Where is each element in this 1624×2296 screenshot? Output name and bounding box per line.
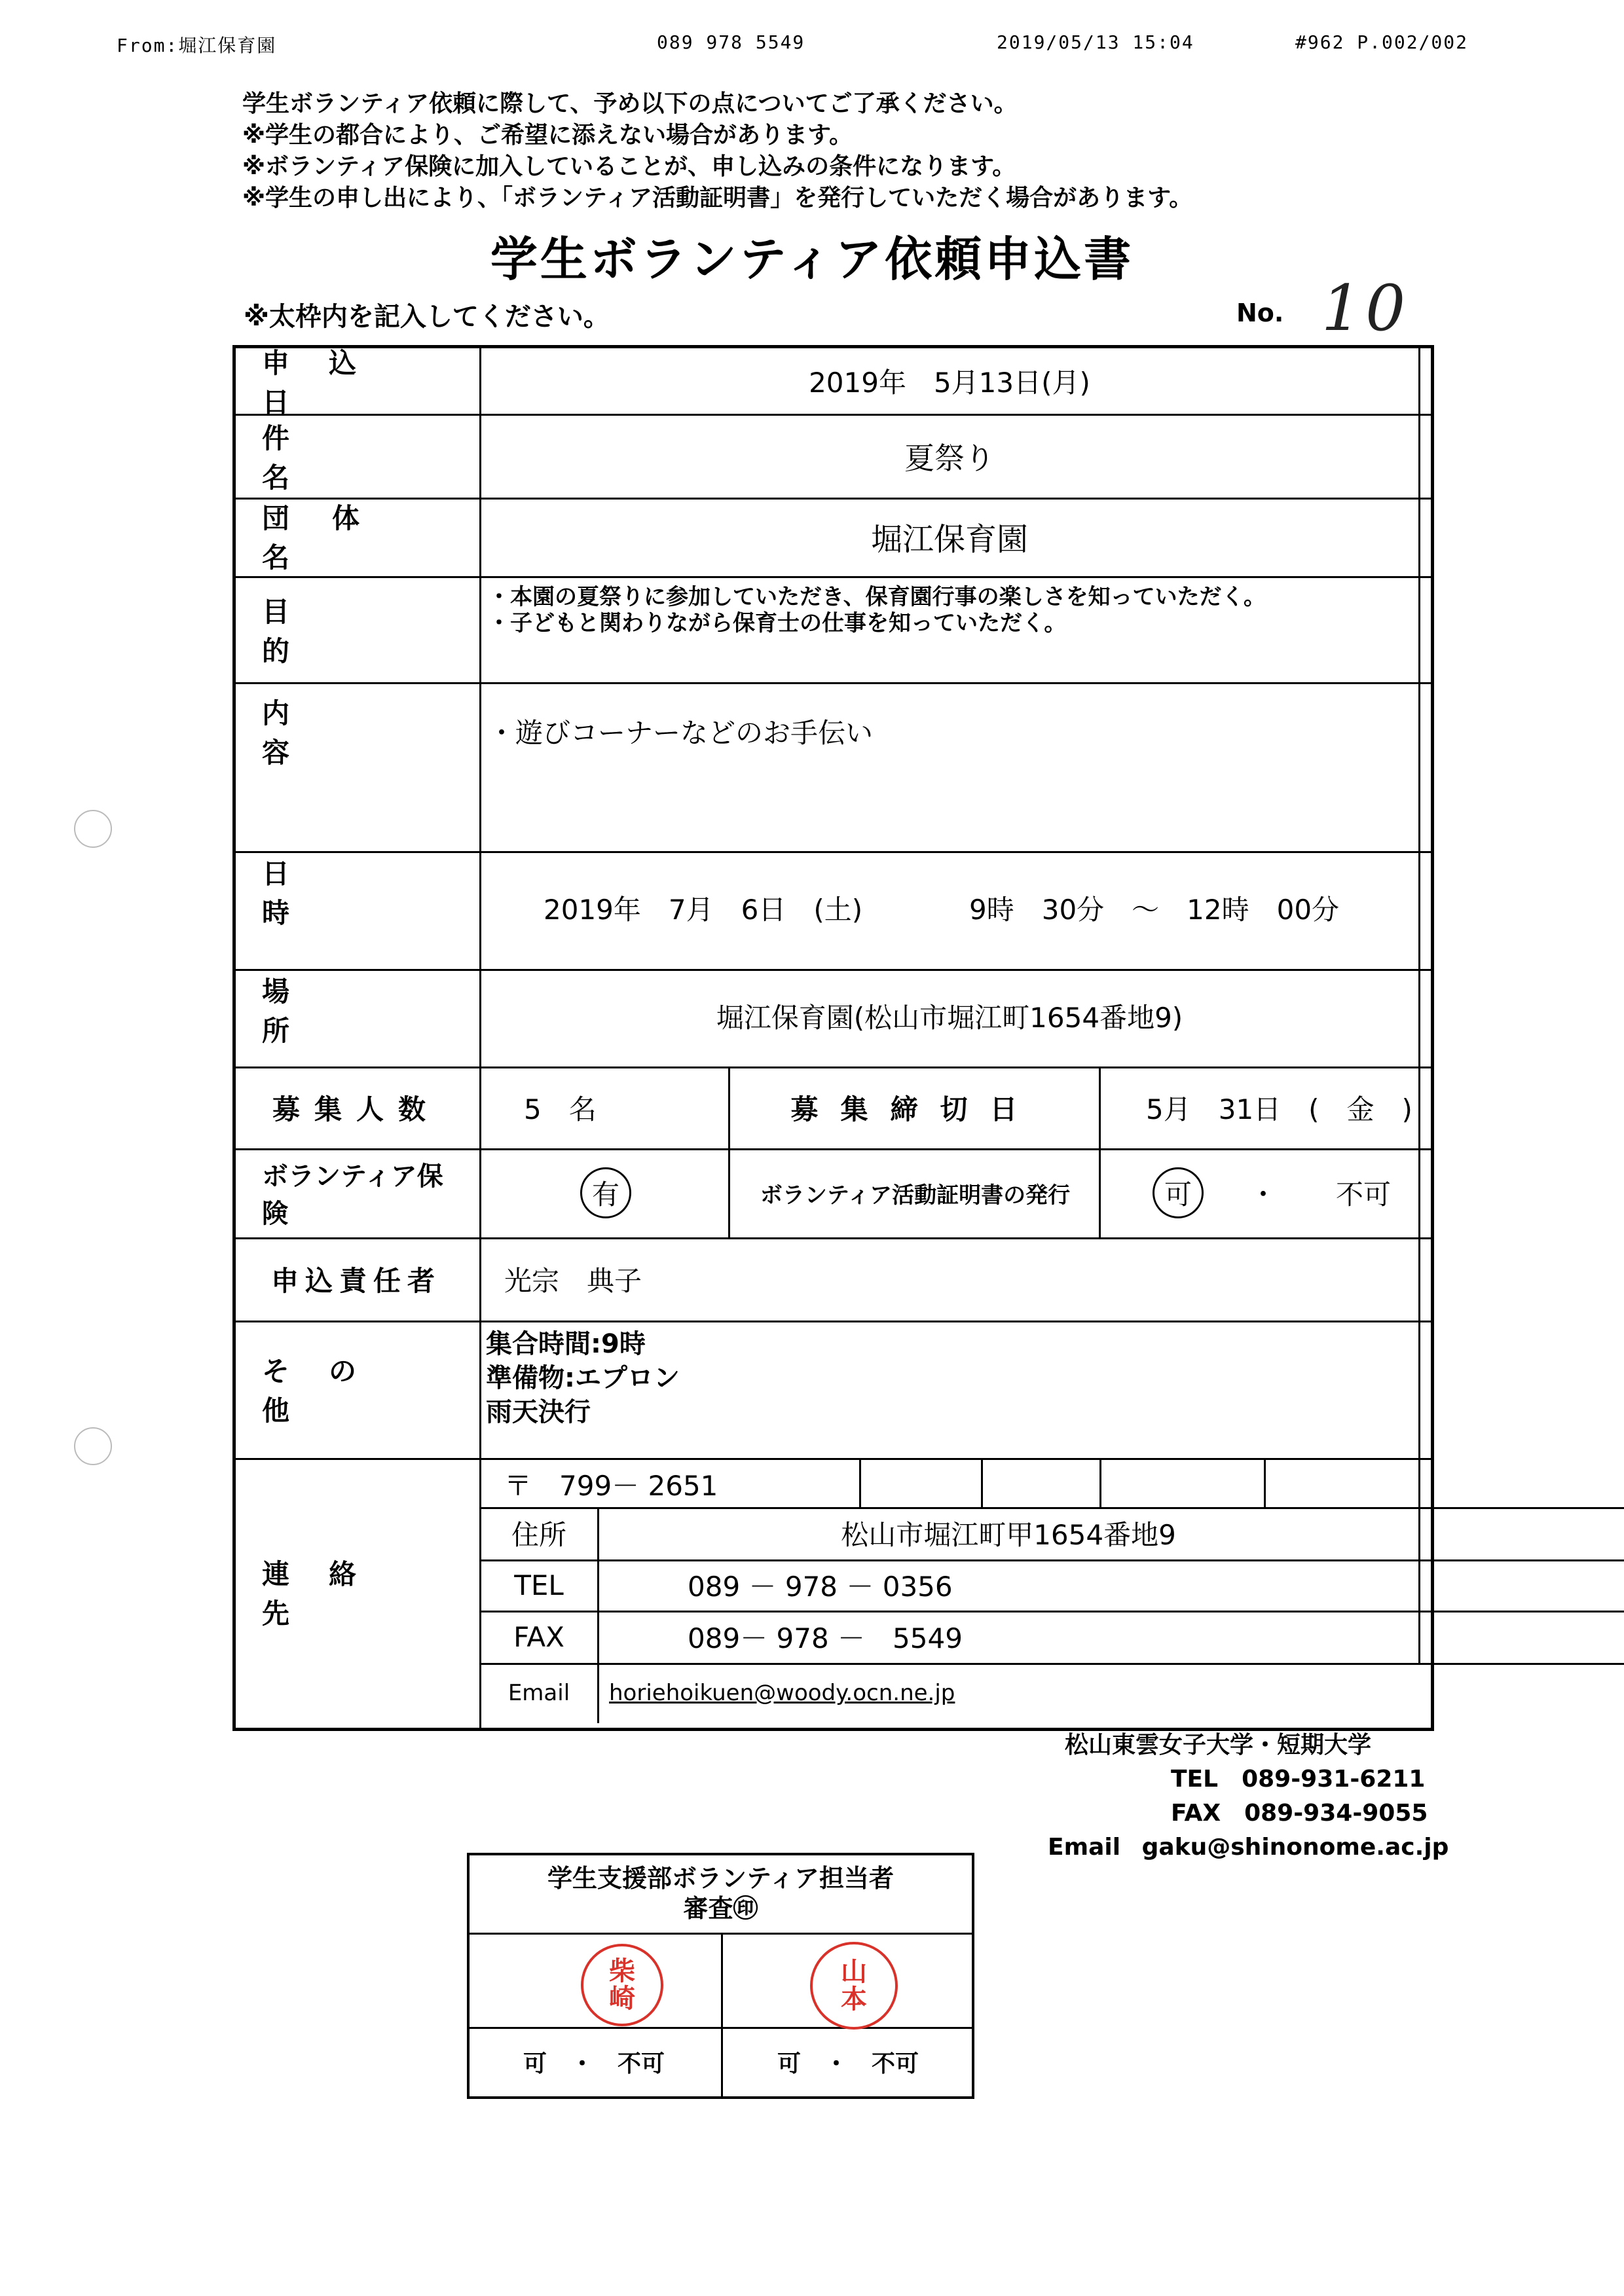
verdict-right: 可 ・ 不可 [777, 2050, 919, 2077]
fax-from: From:堀江保育園 [117, 35, 277, 56]
note-line: ※学生の都合により、ご希望に添えない場合があります。 [242, 122, 853, 149]
deadline-value: 5月 31日 ( 金 ) [1146, 1093, 1412, 1125]
contact-tel-label: TEL [514, 1569, 564, 1601]
contact-address-label: 住所 [511, 1519, 566, 1551]
label-contact [248, 1461, 465, 1723]
contact-fax-label: FAX [513, 1620, 564, 1653]
label-text: その他 [262, 1355, 396, 1427]
label-recruit-count [248, 1068, 465, 1147]
subject-value: 夏祭り [904, 441, 995, 476]
other-line: 集合時間:9時 [486, 1329, 646, 1359]
email-link[interactable]: horiehoikuen@woody.ocn.ne.jp [609, 1680, 955, 1706]
label-subject [248, 420, 465, 492]
responsible-value: 光宗 典子 [504, 1265, 642, 1297]
contact-email[interactable] [609, 1664, 955, 1722]
note-line: ※ボランティア保険に加入していることが、申し込みの条件になります。 [242, 153, 1016, 180]
label-application-date [248, 347, 465, 418]
insurance-value [485, 1150, 727, 1235]
note-line: ※学生の申し出により、「ボランティア活動証明書」を発行していただく場合があります。 [242, 185, 1193, 211]
seal-char: 崎 [609, 1983, 635, 2014]
punch-hole-bottom [74, 1427, 112, 1465]
fax-datetime: 2019/05/13 15:04 [997, 31, 1194, 53]
review-box [467, 1853, 974, 2099]
other-line: 準備物:エプロン [486, 1363, 680, 1393]
number-label: No. [1236, 299, 1284, 327]
seal-left [581, 1944, 663, 2026]
certificate-yes-circle: 可 [1153, 1167, 1204, 1218]
contact-address: 松山市堀江町甲1654番地9 [841, 1519, 1176, 1551]
university-email-row [1048, 1831, 1449, 1865]
label-text: 申込日 [262, 347, 396, 418]
label-datetime [248, 856, 465, 928]
label-content [248, 685, 465, 777]
certificate-no: 不可 [1336, 1178, 1392, 1211]
contact-fax: 089－ 978 － 5549 [688, 1622, 963, 1654]
application-form [232, 345, 1434, 1731]
label-other [248, 1324, 465, 1455]
label-text: 連絡先 [262, 1558, 396, 1630]
place-value: 堀江保育園(松山市堀江町1654番地9) [716, 1002, 1183, 1034]
fax-header [0, 31, 1624, 60]
label-text: 日時 [262, 858, 401, 929]
fax-page: #962 P.002/002 [1295, 31, 1469, 53]
punch-hole-top [74, 810, 112, 848]
label-text: 内容 [262, 697, 401, 769]
note-line: 学生ボランティア依頼に際して、予め以下の点についてご了承ください。 [242, 90, 1018, 117]
label-text: 目的 [262, 596, 401, 667]
document-title: 学生ボランティア依頼申込書 [490, 232, 1134, 287]
university-email-label: Email [1048, 1834, 1121, 1861]
notes [242, 88, 1192, 214]
review-title-line: 審査㊞ [683, 1894, 758, 1923]
label-text: ボランティア保険 [262, 1161, 443, 1229]
insurance-circle: 有 [580, 1167, 631, 1218]
recruit-count-value: 5 名 [524, 1093, 597, 1125]
application-date-value: 2019年 5月13日(月) [809, 367, 1090, 399]
certificate-value [1153, 1150, 1391, 1235]
datetime-time: 9時 30分 ～ 12時 00分 [969, 894, 1340, 926]
label-insurance [248, 1150, 465, 1235]
verdict-left: 可 ・ 不可 [523, 2050, 665, 2077]
contact-postal: 〒 799－ 2651 [504, 1470, 718, 1502]
label-deadline: 募集締切日 [790, 1093, 1040, 1125]
seal-char: 柴 [609, 1956, 635, 1986]
label-text: 申込責任者 [270, 1265, 441, 1297]
organization-value: 堀江保育園 [870, 520, 1028, 558]
purpose-line: ・子どもと関わりながら保育士の仕事を知っていただく。 [488, 610, 1067, 636]
label-certificate: ボランティア活動証明書の発行 [760, 1182, 1071, 1209]
instruction: ※太枠内を記入してください。 [244, 302, 610, 332]
contact-tel: 089 － 978 － 0356 [688, 1571, 953, 1603]
purpose-line: ・本園の夏祭りに参加していただき、保育園行事の楽しさを知っていただく。 [488, 584, 1266, 610]
label-organization [248, 500, 465, 572]
university-tel: TEL 089-931-6211 [1171, 1766, 1426, 1793]
university-info [1048, 1728, 1449, 1865]
content-value: ・遊びコーナーなどのお手伝い [488, 717, 874, 749]
seal-right [810, 1942, 898, 2030]
other-line: 雨天決行 [486, 1397, 591, 1427]
purpose-lines [488, 584, 1266, 636]
fax-phone: 089 978 5549 [657, 31, 805, 53]
label-purpose [248, 581, 465, 679]
other-lines [486, 1327, 680, 1429]
contact-email-label: Email [507, 1680, 570, 1706]
label-text: 団体名 [262, 502, 403, 574]
label-place [248, 970, 465, 1049]
label-text: 募集人数 [272, 1093, 440, 1125]
label-responsible [248, 1240, 465, 1319]
review-title-line: 学生支援部ボランティア担当者 [547, 1864, 894, 1893]
label-text: 件名 [262, 422, 401, 494]
seal-char: 山 [841, 1956, 867, 1987]
university-fax: FAX 089-934-9055 [1171, 1800, 1428, 1827]
university-email: gaku@shinonome.ac.jp [1141, 1834, 1449, 1861]
number-value: 10 [1321, 272, 1410, 345]
seal-char: 本 [841, 1984, 867, 2014]
datetime-date: 2019年 7月 6日 (土) [544, 894, 863, 926]
university-name: 松山東雲女子大学・短期大学 [1065, 1732, 1372, 1758]
label-text: 場所 [262, 975, 401, 1047]
review-header [470, 1855, 972, 1933]
certificate-separator: ・ [1249, 1178, 1278, 1211]
